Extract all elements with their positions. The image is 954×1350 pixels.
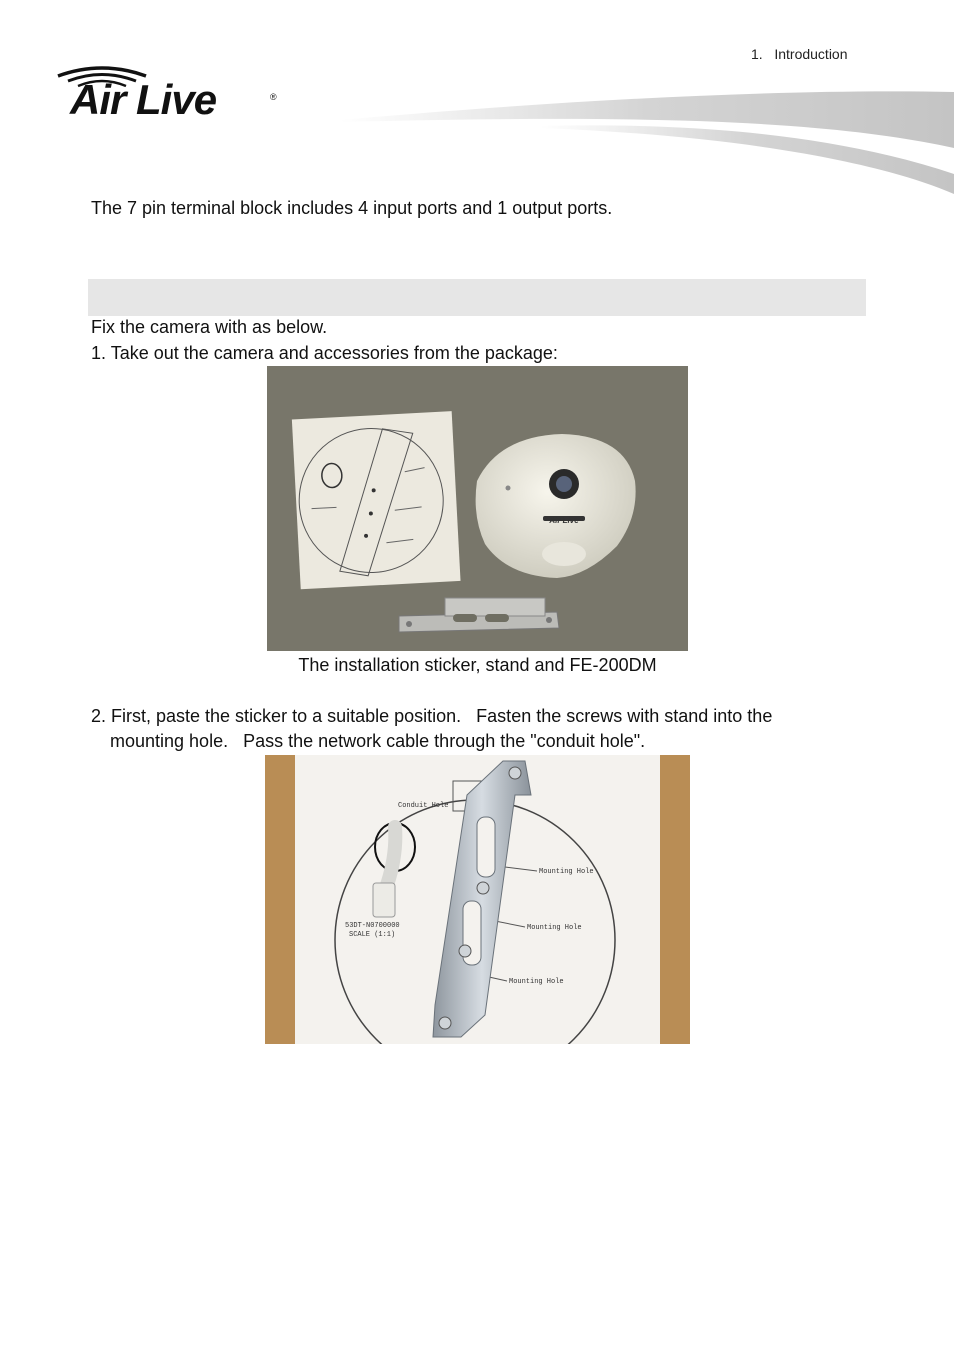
section-heading-band: [88, 279, 866, 316]
fix-intro-text: Fix the camera with as below.: [91, 317, 328, 337]
package-contents-photo: [267, 366, 688, 651]
registered-mark: ®: [270, 92, 277, 102]
conduit-hole-label: Conduit Hole: [398, 802, 449, 810]
logo-text: Air Live: [70, 76, 217, 123]
photo1-caption: The installation sticker, stand and FE-200DM: [298, 655, 657, 675]
airlive-logo: [54, 62, 290, 132]
header-swoosh: [340, 82, 954, 200]
scale-code-label: 53DT-N0700000: [345, 922, 400, 930]
scale-text-label: SCALE (1:1): [349, 931, 396, 939]
step2-line1: 2. First, paste the sticker to a suitable position. Fasten the screws with stand into the: [91, 706, 773, 726]
mounting-hole-label-1: Mounting Hole: [539, 868, 594, 876]
mounting-hole-label-3: Mounting Hole: [509, 978, 564, 986]
camera-brand-label: Air Live: [549, 516, 579, 525]
step1-text: 1. Take out the camera and accessories from the package:: [91, 343, 558, 363]
terminal-block-text: The 7 pin terminal block includes 4 input ports and 1 output ports.: [91, 198, 613, 218]
step2-line2: mounting hole. Pass the network cable through the "conduit hole".: [110, 731, 646, 751]
mounted-stand-photo: [265, 755, 690, 1044]
chapter-header: 1. Introduction: [751, 46, 848, 62]
mounting-hole-label-2: Mounting Hole: [527, 924, 582, 932]
